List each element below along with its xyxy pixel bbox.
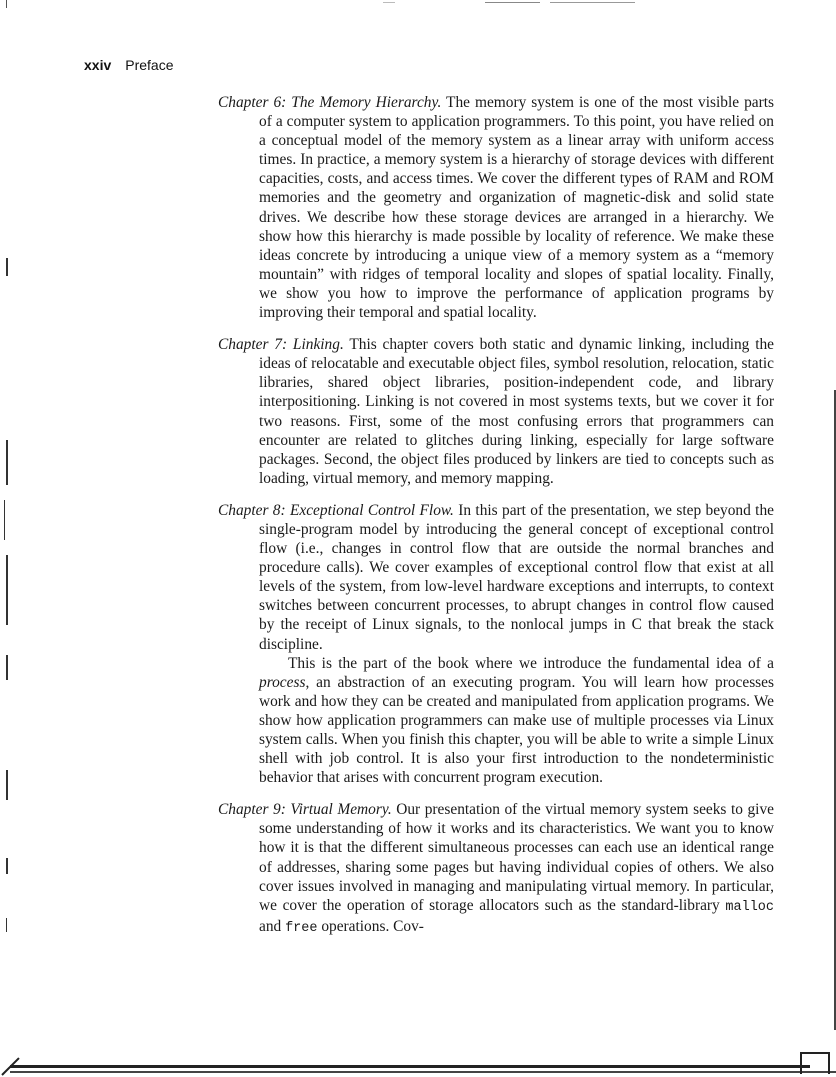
bottom-corner xyxy=(800,1052,830,1074)
chapter-6-title: Chapter 6: The Memory Hierarchy. xyxy=(218,94,442,111)
free-code: free xyxy=(285,920,318,936)
chapter-8-title: Chapter 8: Exceptional Control Flow. xyxy=(218,501,454,519)
chapter-9-title: Chapter 9: Virtual Memory. xyxy=(218,801,392,819)
margin-mark xyxy=(6,655,8,680)
margin-mark xyxy=(6,440,8,485)
chapter-7-entry xyxy=(218,335,774,488)
margin-mark xyxy=(6,770,8,800)
chapter-6-entry xyxy=(218,93,774,322)
margin-mark xyxy=(6,258,8,276)
chapter-9-text-a: Our presentation of the virtual memory system seeks to give some understanding of how it works and its characteristics. We want you to know how it is that the different simultaneous processes can each use an identical range of addresses, sharing some pages but having individual copies of others. We also cover issues involved in managing and manipulating virtual memory. In particular, we cover the operation of storage allocators such as the standard-library xyxy=(259,801,774,914)
scan-bottom-rule xyxy=(0,1050,836,1077)
bottom-line xyxy=(10,1071,836,1073)
margin-mark xyxy=(6,555,8,625)
scan-top-rule xyxy=(365,2,635,3)
page-number: xxiv xyxy=(84,57,112,73)
chapter-7-text: This chapter covers both static and dynamic linking, including the ideas of relocatable and executable object files, symbol resolution, relocation, static libraries, shared object libraries, position-independent code, and library interpositioning. Linking is not covered in most systems texts, but we cover it for two reasons. First, some of the most confusing errors that programmers can encounter are related to glitches during linking, especially for large software packages. Second, the object files produced by linkers are tied to concepts such as loading, virtual memory, and memory mapping. xyxy=(259,336,774,487)
chapter-9-text-b: and xyxy=(259,917,286,935)
chapter-7-title: Chapter 7: Linking. xyxy=(218,336,344,354)
running-header xyxy=(84,57,174,73)
chapter-8-para2-text-b: , an abstraction of an executing program. You will learn how processes work and how they can be created and manipulated from application programs. We show how application programmers can make use of multiple processes via Linux system calls. When you finish this chapter, you will be able to write a simple Linux shell with job control. It is also your first introduction to the nondeterministic behavior that arises with concurrent program execution. xyxy=(259,673,774,787)
section-name: Preface xyxy=(125,57,174,73)
bottom-line xyxy=(10,1065,810,1068)
chapter-6-text: The memory system is one of the most visible parts of a computer system to application programmers. To this point, you have relied on a conceptual model of the memory system as a linear array with uniform access times. In practice, a memory system is a hierarchy of storage devices with different capacities, costs, and access times. We cover the different types of RAM and ROM memories and the geometry and organization of magnetic-disk and solid state drives. We describe how these storage devices are arranged in a hierarchy. We show how this hierarchy is made possible by locality of reference. We make these ideas concrete by introducing a unique view of a memory system as a “memory mountain” with ridges of temporal locality and slopes of spatial locality. Finally, we show you how to improve the performance of application programs by improving their temporal and spatial locality. xyxy=(259,94,774,322)
margin-mark xyxy=(6,918,7,932)
chapter-8-text: In this part of the presentation, we step beyond the single-program model by introducing the general concept of exceptional control flow (i.e., changes in control flow that are outside the normal branches and procedure calls). We cover examples of exceptional control flow that exist at all levels of the system, from low-level hardware exceptions and interrupts, to context switches between concurrent processes, to abrupt changes in control flow caused by the receipt of Linux signals, to the nonlocal jumps in C that break the stack discipline. xyxy=(259,501,774,653)
chapter-8-paragraph-2 xyxy=(218,654,774,788)
chapter-9-entry xyxy=(218,800,774,938)
margin-mark xyxy=(6,858,8,874)
chapter-8-para2-text-a: This is the part of the book where we introduce the fundamental idea of a xyxy=(288,654,774,672)
malloc-code: malloc xyxy=(725,899,774,915)
scan-mark xyxy=(6,0,7,8)
chapter-9-text-c: operations. Cov- xyxy=(317,917,424,935)
process-term: process xyxy=(259,673,306,691)
margin-mark xyxy=(4,500,5,540)
chapter-8-entry xyxy=(218,501,774,654)
page-body xyxy=(218,93,774,951)
